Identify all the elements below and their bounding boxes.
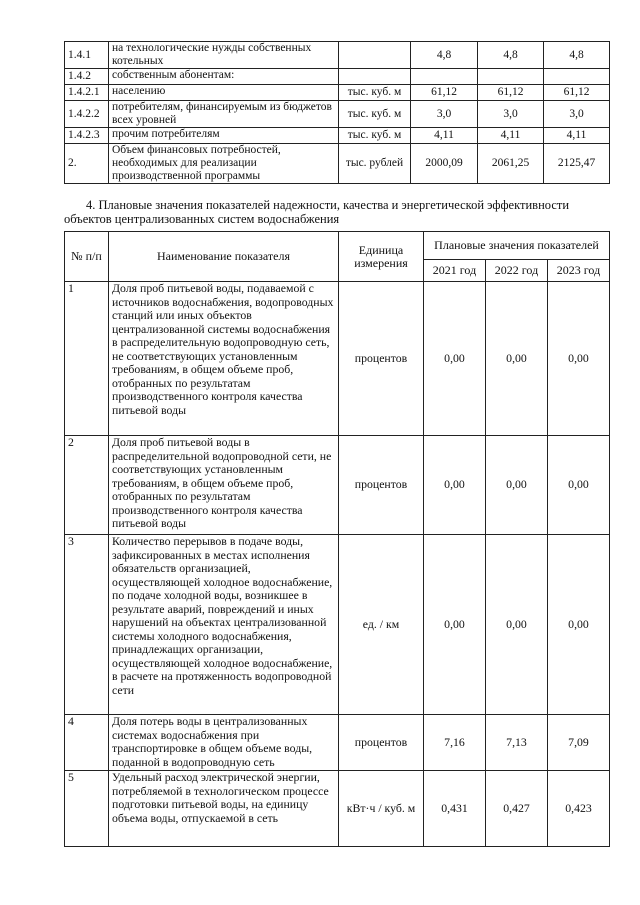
table1-cell-v2023: 4,11 <box>544 128 610 144</box>
indicator-cell-name: Количество перерывов в подаче воды, зафиксированных в местах исполнения обязательств организацией, осуществляющей холодное водоснабжение, по подаче холодной воды, возникшее в результате аварий, повреждений и иных нарушений на объектах централизованной системы холодного водоснабжения, принадлежащих организации, осуществляющей холодное водоснабжение, в расчете на протяженность водопроводной сети <box>109 535 339 715</box>
indicator-row <box>65 436 610 535</box>
indicator-cell-v2023: 7,09 <box>548 715 610 771</box>
table1-cell-code: 1.4.2.2 <box>65 101 109 128</box>
table1-cell-v2021: 4,11 <box>411 128 478 144</box>
table1-row <box>65 42 610 69</box>
table1-cell-name: потребителям, финансируемым из бюджетов всех уровней <box>109 101 339 128</box>
indicator-cell-num: 1 <box>65 282 109 436</box>
table1-cell-v2023: 61,12 <box>544 85 610 101</box>
indicator-cell-v2021: 0,00 <box>424 436 486 535</box>
table1-row <box>65 144 610 184</box>
indicator-cell-num: 2 <box>65 436 109 535</box>
header-planned: Плановые значения показателей <box>424 232 610 260</box>
table1-cell-name: собственным абонентам: <box>109 69 339 85</box>
indicator-row <box>65 535 610 715</box>
indicator-cell-v2022: 0,00 <box>486 436 548 535</box>
indicator-cell-num: 3 <box>65 535 109 715</box>
indicator-row <box>65 771 610 847</box>
table1-cell-v2022: 2061,25 <box>478 144 544 184</box>
table1-cell-v2021: 61,12 <box>411 85 478 101</box>
table1-cell-v2021: 4,8 <box>411 42 478 69</box>
indicator-cell-unit: процентов <box>339 715 424 771</box>
indicator-cell-v2021: 7,16 <box>424 715 486 771</box>
indicator-cell-v2023: 0,00 <box>548 436 610 535</box>
table1-cell-name: на технологические нужды собственных котельных <box>109 42 339 69</box>
table1-cell-name: населению <box>109 85 339 101</box>
header-2023: 2023 год <box>548 260 610 282</box>
table1-cell-code: 1.4.1 <box>65 42 109 69</box>
table1-row <box>65 101 610 128</box>
indicator-cell-name: Доля потерь воды в централизованных системах водоснабжения при транспортировке в общем объеме воды, поданной в водопроводную сеть <box>109 715 339 771</box>
section-4-heading-line2: объектов централизованных систем водоснабжения <box>64 212 340 226</box>
indicator-cell-v2023: 0,00 <box>548 535 610 715</box>
indicator-cell-unit: процентов <box>339 282 424 436</box>
table1-cell-code: 1.4.2.3 <box>65 128 109 144</box>
indicator-row <box>65 282 610 436</box>
section-4-heading <box>64 198 610 226</box>
indicator-cell-unit: кВт·ч / куб. м <box>339 771 424 847</box>
indicator-cell-v2021: 0,00 <box>424 535 486 715</box>
table1-cell-v2021: 2000,09 <box>411 144 478 184</box>
production-volume-table <box>64 41 610 184</box>
table1-cell-unit: тыс. рублей <box>339 144 411 184</box>
table1-row <box>65 69 610 85</box>
table1-cell-v2022: 4,8 <box>478 42 544 69</box>
indicator-cell-v2022: 0,427 <box>486 771 548 847</box>
table1-cell-v2023: 2125,47 <box>544 144 610 184</box>
indicator-cell-name: Удельный расход электрической энергии, потребляемой в технологическом процессе подготовки питьевой воды, на единицу объема воды, отпускаемой в сеть <box>109 771 339 847</box>
table1-cell-unit: тыс. куб. м <box>339 85 411 101</box>
indicator-cell-v2021: 0,00 <box>424 282 486 436</box>
table1-cell-code: 1.4.2.1 <box>65 85 109 101</box>
table1-cell-code: 2. <box>65 144 109 184</box>
indicator-cell-unit: процентов <box>339 436 424 535</box>
indicator-row <box>65 715 610 771</box>
header-2022: 2022 год <box>486 260 548 282</box>
table1-cell-unit <box>339 42 411 69</box>
table1-cell-v2023: 4,8 <box>544 42 610 69</box>
table1-cell-v2023: 3,0 <box>544 101 610 128</box>
indicator-cell-v2022: 7,13 <box>486 715 548 771</box>
indicator-cell-v2022: 0,00 <box>486 535 548 715</box>
table1-cell-v2021: 3,0 <box>411 101 478 128</box>
indicator-cell-v2023: 0,423 <box>548 771 610 847</box>
indicators-table-header <box>65 232 610 282</box>
indicator-cell-v2021: 0,431 <box>424 771 486 847</box>
table1-cell-v2022: 4,11 <box>478 128 544 144</box>
table1-cell-v2021 <box>411 69 478 85</box>
table1-body <box>65 42 610 184</box>
header-2021: 2021 год <box>424 260 486 282</box>
indicators-table <box>64 231 610 847</box>
indicator-cell-name: Доля проб питьевой воды, подаваемой с источников водоснабжения, водопроводных станций или иных объектов централизованной системы водоснабжения в распределительную водопроводную сеть, не соответствующих установленным требованиям, в общем объеме проб, отобранных по результатам производственного контроля качества питьевой воды <box>109 282 339 436</box>
table1-cell-v2022: 61,12 <box>478 85 544 101</box>
table1-cell-unit <box>339 69 411 85</box>
header-num: № п/п <box>65 232 109 282</box>
table2-body <box>65 282 610 847</box>
table1-cell-code: 1.4.2 <box>65 69 109 85</box>
indicator-cell-v2022: 0,00 <box>486 282 548 436</box>
indicator-cell-unit: ед. / км <box>339 535 424 715</box>
table1-cell-v2023 <box>544 69 610 85</box>
header-unit: Единица измерения <box>339 232 424 282</box>
indicator-cell-num: 5 <box>65 771 109 847</box>
table1-cell-unit: тыс. куб. м <box>339 128 411 144</box>
table1-cell-name: Объем финансовых потребностей, необходимых для реализации производственной программы <box>109 144 339 184</box>
section-4-heading-line1: 4. Плановые значения показателей надежности, качества и энергетической эффективности <box>86 198 570 212</box>
header-name: Наименование показателя <box>109 232 339 282</box>
table1-cell-v2022: 3,0 <box>478 101 544 128</box>
table1-cell-v2022 <box>478 69 544 85</box>
indicator-cell-v2023: 0,00 <box>548 282 610 436</box>
indicator-cell-num: 4 <box>65 715 109 771</box>
table1-row <box>65 128 610 144</box>
table1-cell-name: прочим потребителям <box>109 128 339 144</box>
indicator-cell-name: Доля проб питьевой воды в распределительной водопроводной сети, не соответствующих установленным требованиям, в общем объеме проб, отобранных по результатам производственного контроля качества питьевой воды <box>109 436 339 535</box>
table1-row <box>65 85 610 101</box>
table1-cell-unit: тыс. куб. м <box>339 101 411 128</box>
